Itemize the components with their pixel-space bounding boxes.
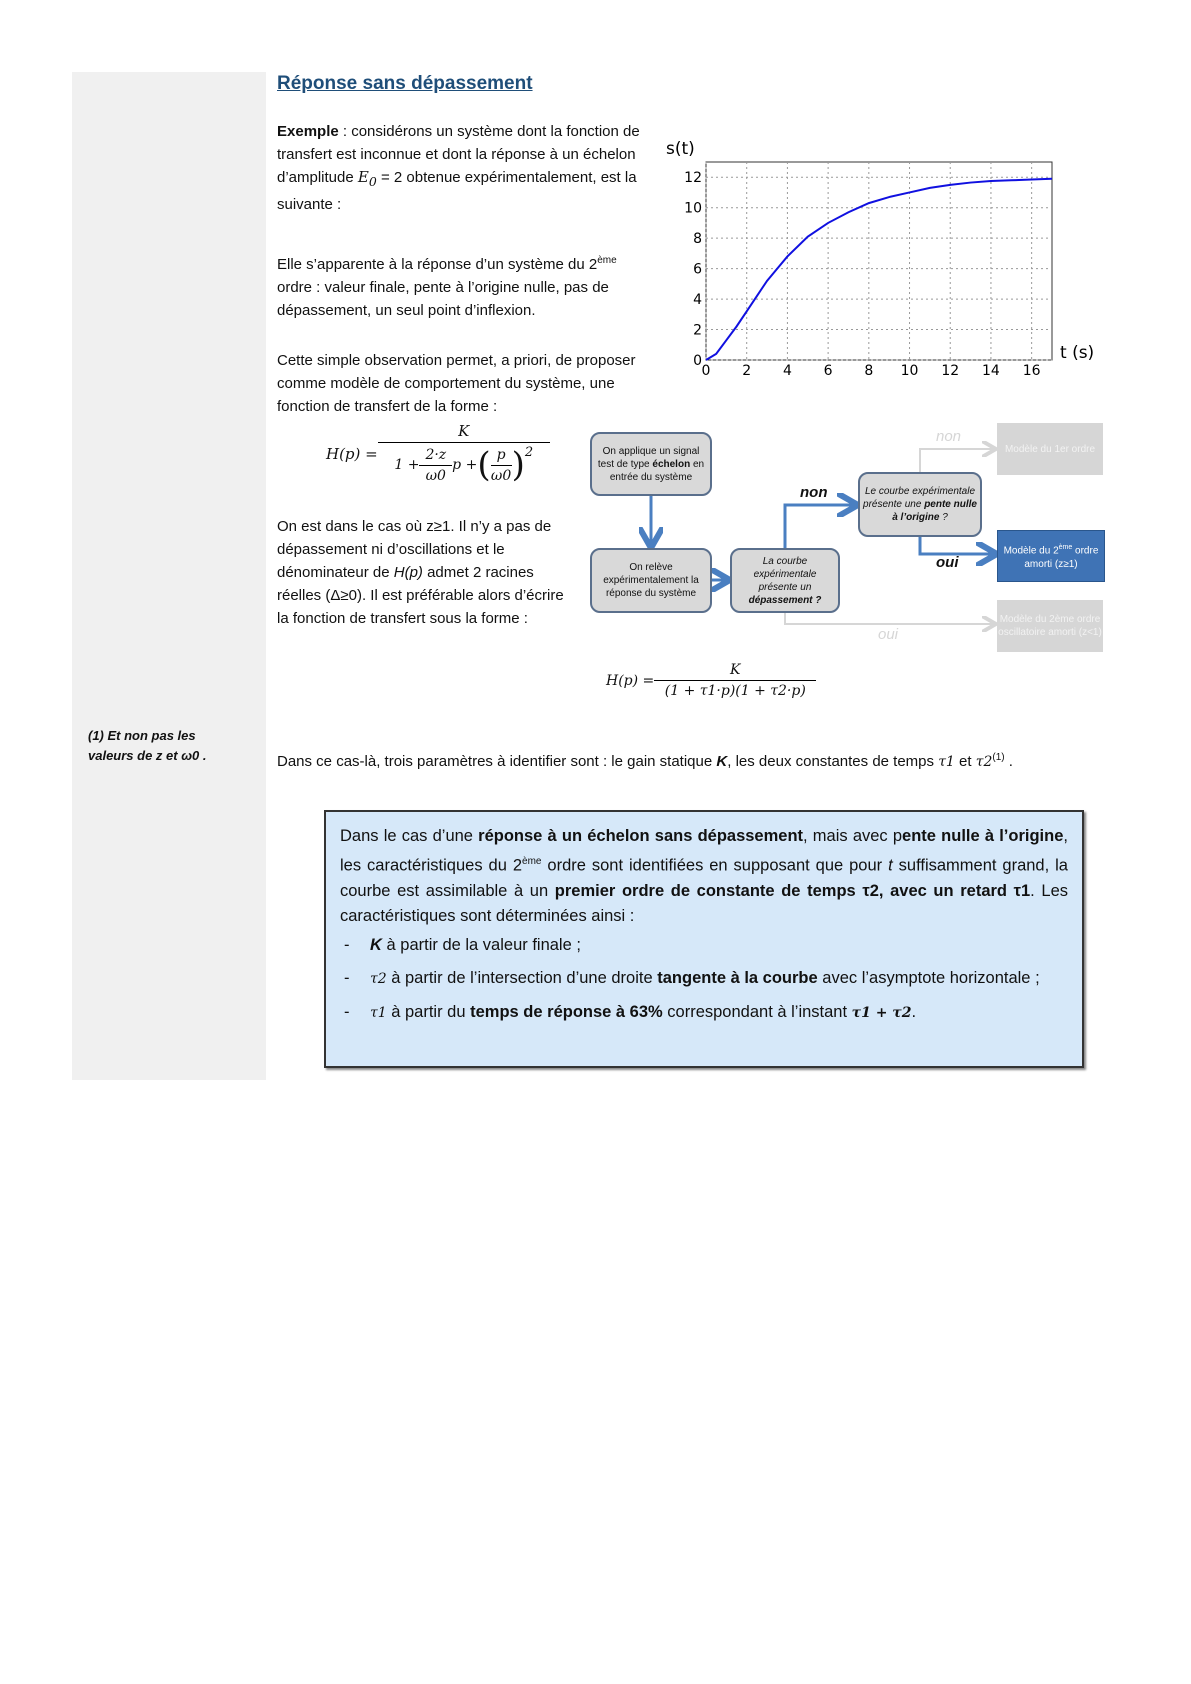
x-tick-label: 14 [982,363,1000,379]
footnote: (1) Et non pas les valeurs de z et ω0 . [88,728,207,763]
l-a: Dans ce cas-là, trois paramètres à identifier sont : le gain statique [277,753,717,770]
list-item [340,933,1068,958]
formula-2 [606,662,816,699]
f1-den-b: p + [452,457,478,473]
i2e: τ1 + τ2 [851,1004,912,1021]
l-k: K [716,753,728,770]
y-tick-label: 4 [693,292,702,309]
margin-sidebar [72,72,266,1080]
k6: . Les caractéristiques sont déterminées ainsi : [340,881,1068,925]
x-tick-label: 6 [823,363,833,379]
label-oui-gray: oui [878,626,899,643]
y-axis-label: s(t) [666,139,695,159]
b1b: échelon [652,458,691,470]
l-d: . [1004,753,1013,770]
x-tick-label: 8 [864,363,874,379]
l-t1: τ1 [938,754,955,770]
kt: t [888,856,893,875]
f1-den-num: 2·z [419,447,452,466]
arrow-oui-gray [785,613,994,624]
f1-num: K [378,422,550,443]
e0-sub: 0 [368,174,377,189]
ksup: ème [522,856,542,867]
paragraph-4 [277,515,572,630]
b1c: en entrée du système [609,458,705,483]
list-item [340,1000,1068,1026]
label-oui: oui [936,554,959,571]
step-response-chart [640,130,1100,380]
i2d: correspondant à l’instant [662,1002,852,1021]
p2b: ordre : valeur finale, pente à l’origine nulle, pas de dépassement, un seul point d’inflexion. [277,279,609,319]
paragraph-3: Cette simple observation permet, a priori, de proposer comme modèle de comportement du système, une fonction de transfert de la forme : [277,352,636,415]
y-tick-label: 6 [693,261,702,278]
b4c: ? [939,512,948,523]
key-paragraph [340,824,1068,929]
y-tick-label: 10 [684,200,702,217]
p2a: Elle s’apparente à la réponse d’un système du 2 [277,256,598,273]
i1d: avec l’asymptote horizontale ; [817,968,1040,987]
i2c: temps de réponse à 63% [470,1002,663,1021]
f1-paren-num: p [491,447,512,466]
f2-num: K [654,662,816,681]
arrow-oui [920,537,994,554]
f1-exp: 2 [524,445,534,460]
e0-symbol: E [357,168,369,186]
p4hp: H(p) [393,564,423,581]
kb1: réponse à un échelon sans dépassement [478,827,804,845]
parameters-line [277,752,1013,770]
y-tick-label: 8 [693,231,702,248]
flow-box-first-order: Modèle du 1er ordre [997,423,1103,475]
flow-box-apply-step [590,432,712,496]
i0b: à partir de la valeur finale ; [381,935,581,954]
f1-paren-den: ω0 [490,467,512,484]
k5: suffisamment grand, la courbe est assimilable à un [340,856,1068,900]
k4: ordre sont identifiées en supposant que pour [541,856,889,875]
x-axis-label: t (s) [1060,343,1095,363]
intro-text-2: obtenue expérimentalement, est la suivante : [277,169,637,213]
kb2: ente nulle à l’origine [902,827,1064,845]
k3: , les caractéristiques du 2 [340,827,1068,875]
label-non-gray: non [936,428,962,445]
e0-value: = 2 [376,169,403,186]
kb3: premier ordre de constante de temps τ2, avec un retard τ1 [554,881,1031,900]
f1-den-a: 1 + [394,457,420,473]
y-tick-label: 2 [693,322,702,339]
b4a: Le courbe expérimentale présente une [863,486,976,510]
y-tick-label: 0 [693,353,702,369]
f2-lhs: H(p) = [606,672,655,689]
f2-den: (1 + τ1·p)(1 + τ2·p) [664,683,806,699]
p2sup: ème [597,255,617,266]
f1-den-den: ω0 [425,467,446,484]
intro-bold: Exemple [277,123,339,140]
x-tick-label: 4 [782,363,792,379]
i2b: à partir du [386,1002,471,1021]
x-tick-label: 2 [742,363,752,379]
flow-box-overshoot [730,548,840,613]
p4b: admet 2 racines réelles (Δ≥0). Il est préférable alors d’écrire la fonction de transfert sous la forme : [277,564,564,627]
b4b: pente nulle à l’origine [892,499,977,523]
k2: , mais avec p [803,827,903,845]
b1a: On applique un signal test de type [597,445,700,470]
formula-1: H(p) = K 1 + $\frac{2\cdot z}{\omega 0}$ p + ( $\frac{p}{\omega 0}$ ) 2 [326,422,550,485]
l-c: et [954,753,976,770]
flow-box-second-order-damped [997,530,1105,582]
l-sup: (1) [992,752,1005,763]
l-b: , les deux constantes de temps [727,753,939,770]
i2f: . [911,1002,917,1021]
f1-lhs: H(p) = [326,444,378,463]
i1c: tangente à la courbe [657,968,818,987]
i1b: à partir de l’intersection d’une droite [386,968,658,987]
list-item [340,966,1068,992]
b6sup: ème [1058,544,1073,552]
flow-box-second-order-oscillating: Modèle du 2ème ordre oscillatoire amorti (z<1) [997,600,1103,652]
k1: Dans le cas d’une [340,827,479,845]
paragraph-2 [277,249,647,322]
intro-paragraph [277,120,647,216]
x-tick-label: 0 [701,363,711,379]
b6a: Modèle du 2 [1003,545,1059,557]
arrow-non-gray [920,449,994,472]
plot-area [706,162,1052,360]
key-method-box [324,810,1084,1068]
section-title: Réponse sans dépassement [277,73,533,94]
intro-text: : considérons un système dont la fonction de transfert est inconnue et dont la réponse à un échelon d’amplitude [277,123,640,186]
flow-box-measure: On relève expérimentalement la réponse du système [590,548,712,613]
b6b: ordre amorti (z≥1) [1024,545,1099,570]
i2a: τ1 [370,1004,387,1021]
b3b: dépassement ? [748,594,822,606]
label-non: non [800,484,828,501]
x-tick-label: 10 [900,363,919,379]
x-tick-label: 16 [1022,363,1041,379]
p4a: On est dans le cas où z≥1. Il n’y a pas de dépassement ni d’oscillations et le dénominateur de [277,518,552,581]
i1a: τ2 [370,970,387,987]
x-tick-label: 12 [941,363,960,379]
arrow-non [785,505,855,548]
l-t2: τ2 [975,754,993,770]
flow-box-zero-slope [858,472,982,537]
y-tick-label: 12 [684,170,702,187]
b3a: La courbe expérimentale présente un [753,555,817,593]
i0a: K [370,935,382,954]
